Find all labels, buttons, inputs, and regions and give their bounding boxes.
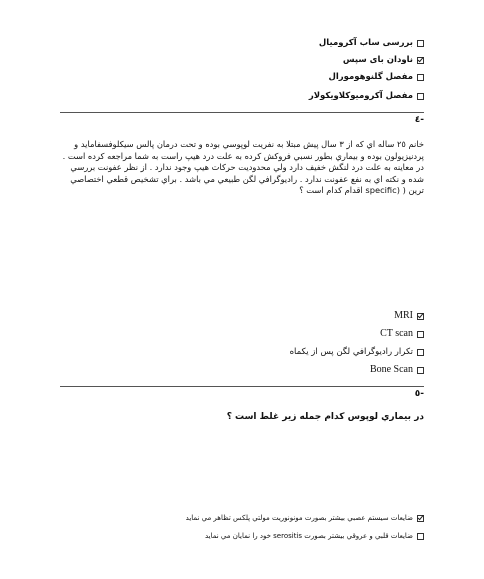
checkbox[interactable] — [417, 93, 424, 100]
checkbox[interactable] — [417, 40, 424, 47]
checkbox[interactable] — [417, 349, 424, 356]
question-line: در معاينه به علت درد لنگش خفيف دارد ولي محدوديت حركات هيپ وجود ندارد . از نظر عفونت بررسي — [70, 162, 424, 172]
option-label: بررسی ساب آکرومیال — [318, 38, 413, 48]
question-line: پردنيزيولون بوده و بيماري بطور نسبي فروكش كرده به علت درد هيپ راست به شما مراجعه كرده است . — [62, 150, 424, 161]
checkbox[interactable] — [417, 331, 424, 338]
option-repeat-radiography[interactable] — [290, 346, 424, 358]
option-label: مفصل آکرومیوکلاویکولار — [308, 91, 413, 101]
option-mri[interactable] — [394, 310, 424, 322]
option-bone-scan[interactable] — [370, 364, 424, 376]
option-label: مفصل گلنوهومورال — [328, 72, 413, 82]
option-subacromial[interactable] — [319, 37, 424, 49]
question-line: شده و نكته اي به نفع عفونت ندارد . راديوگرافي لگن طبيعي مي باشد . براي تشخيص قطعي اختصاصي — [70, 173, 424, 184]
question-number: -٥ — [414, 389, 424, 399]
option-glenohumeral[interactable] — [328, 71, 424, 83]
checkbox[interactable] — [417, 533, 424, 540]
question-number: -٤ — [414, 115, 424, 125]
option-label: ضايعات سيستم عصبي بيشتر بصورت مونونوريت مولتي پلكس تظاهر مي نمايد — [185, 514, 413, 522]
checkbox[interactable] — [417, 74, 424, 81]
question-line: ترين ( (specific اقدام كدام است ؟ — [299, 185, 424, 195]
option-neuro-lesions[interactable] — [186, 512, 424, 524]
checkbox-checked[interactable] — [417, 57, 424, 64]
question-line: خانم ٢٥ ساله اي كه از ٣ سال پيش مبتلا به نفريت لوپوسي بوده و تحت درمان پالس سيكلوفسفامايد و — [74, 139, 424, 149]
divider — [60, 112, 424, 113]
checkbox-checked[interactable] — [417, 313, 424, 320]
question-text: در بيماري لوپوس كدام جمله زير غلط است ؟ — [226, 412, 424, 422]
option-label: تكرار راديوگرافي لگن پس از يكماه — [289, 347, 413, 357]
option-bicipital-groove[interactable] — [343, 54, 424, 66]
question-text — [64, 139, 424, 197]
option-acromioclavicular[interactable] — [309, 90, 424, 102]
option-label: ضايعات قلبي و عروقي بيشتر بصورت serositis خود را نمايان مي نمايد — [204, 532, 413, 540]
option-label: ناودان بای سپس — [342, 55, 413, 65]
option-cardio-lesions[interactable] — [205, 530, 424, 542]
divider — [60, 386, 424, 387]
checkbox[interactable] — [417, 367, 424, 374]
option-label: MRI — [394, 310, 413, 321]
option-label: Bone Scan — [369, 364, 413, 375]
checkbox-checked[interactable] — [417, 515, 424, 522]
option-ct-scan[interactable] — [380, 328, 424, 340]
option-label: CT scan — [380, 328, 413, 339]
